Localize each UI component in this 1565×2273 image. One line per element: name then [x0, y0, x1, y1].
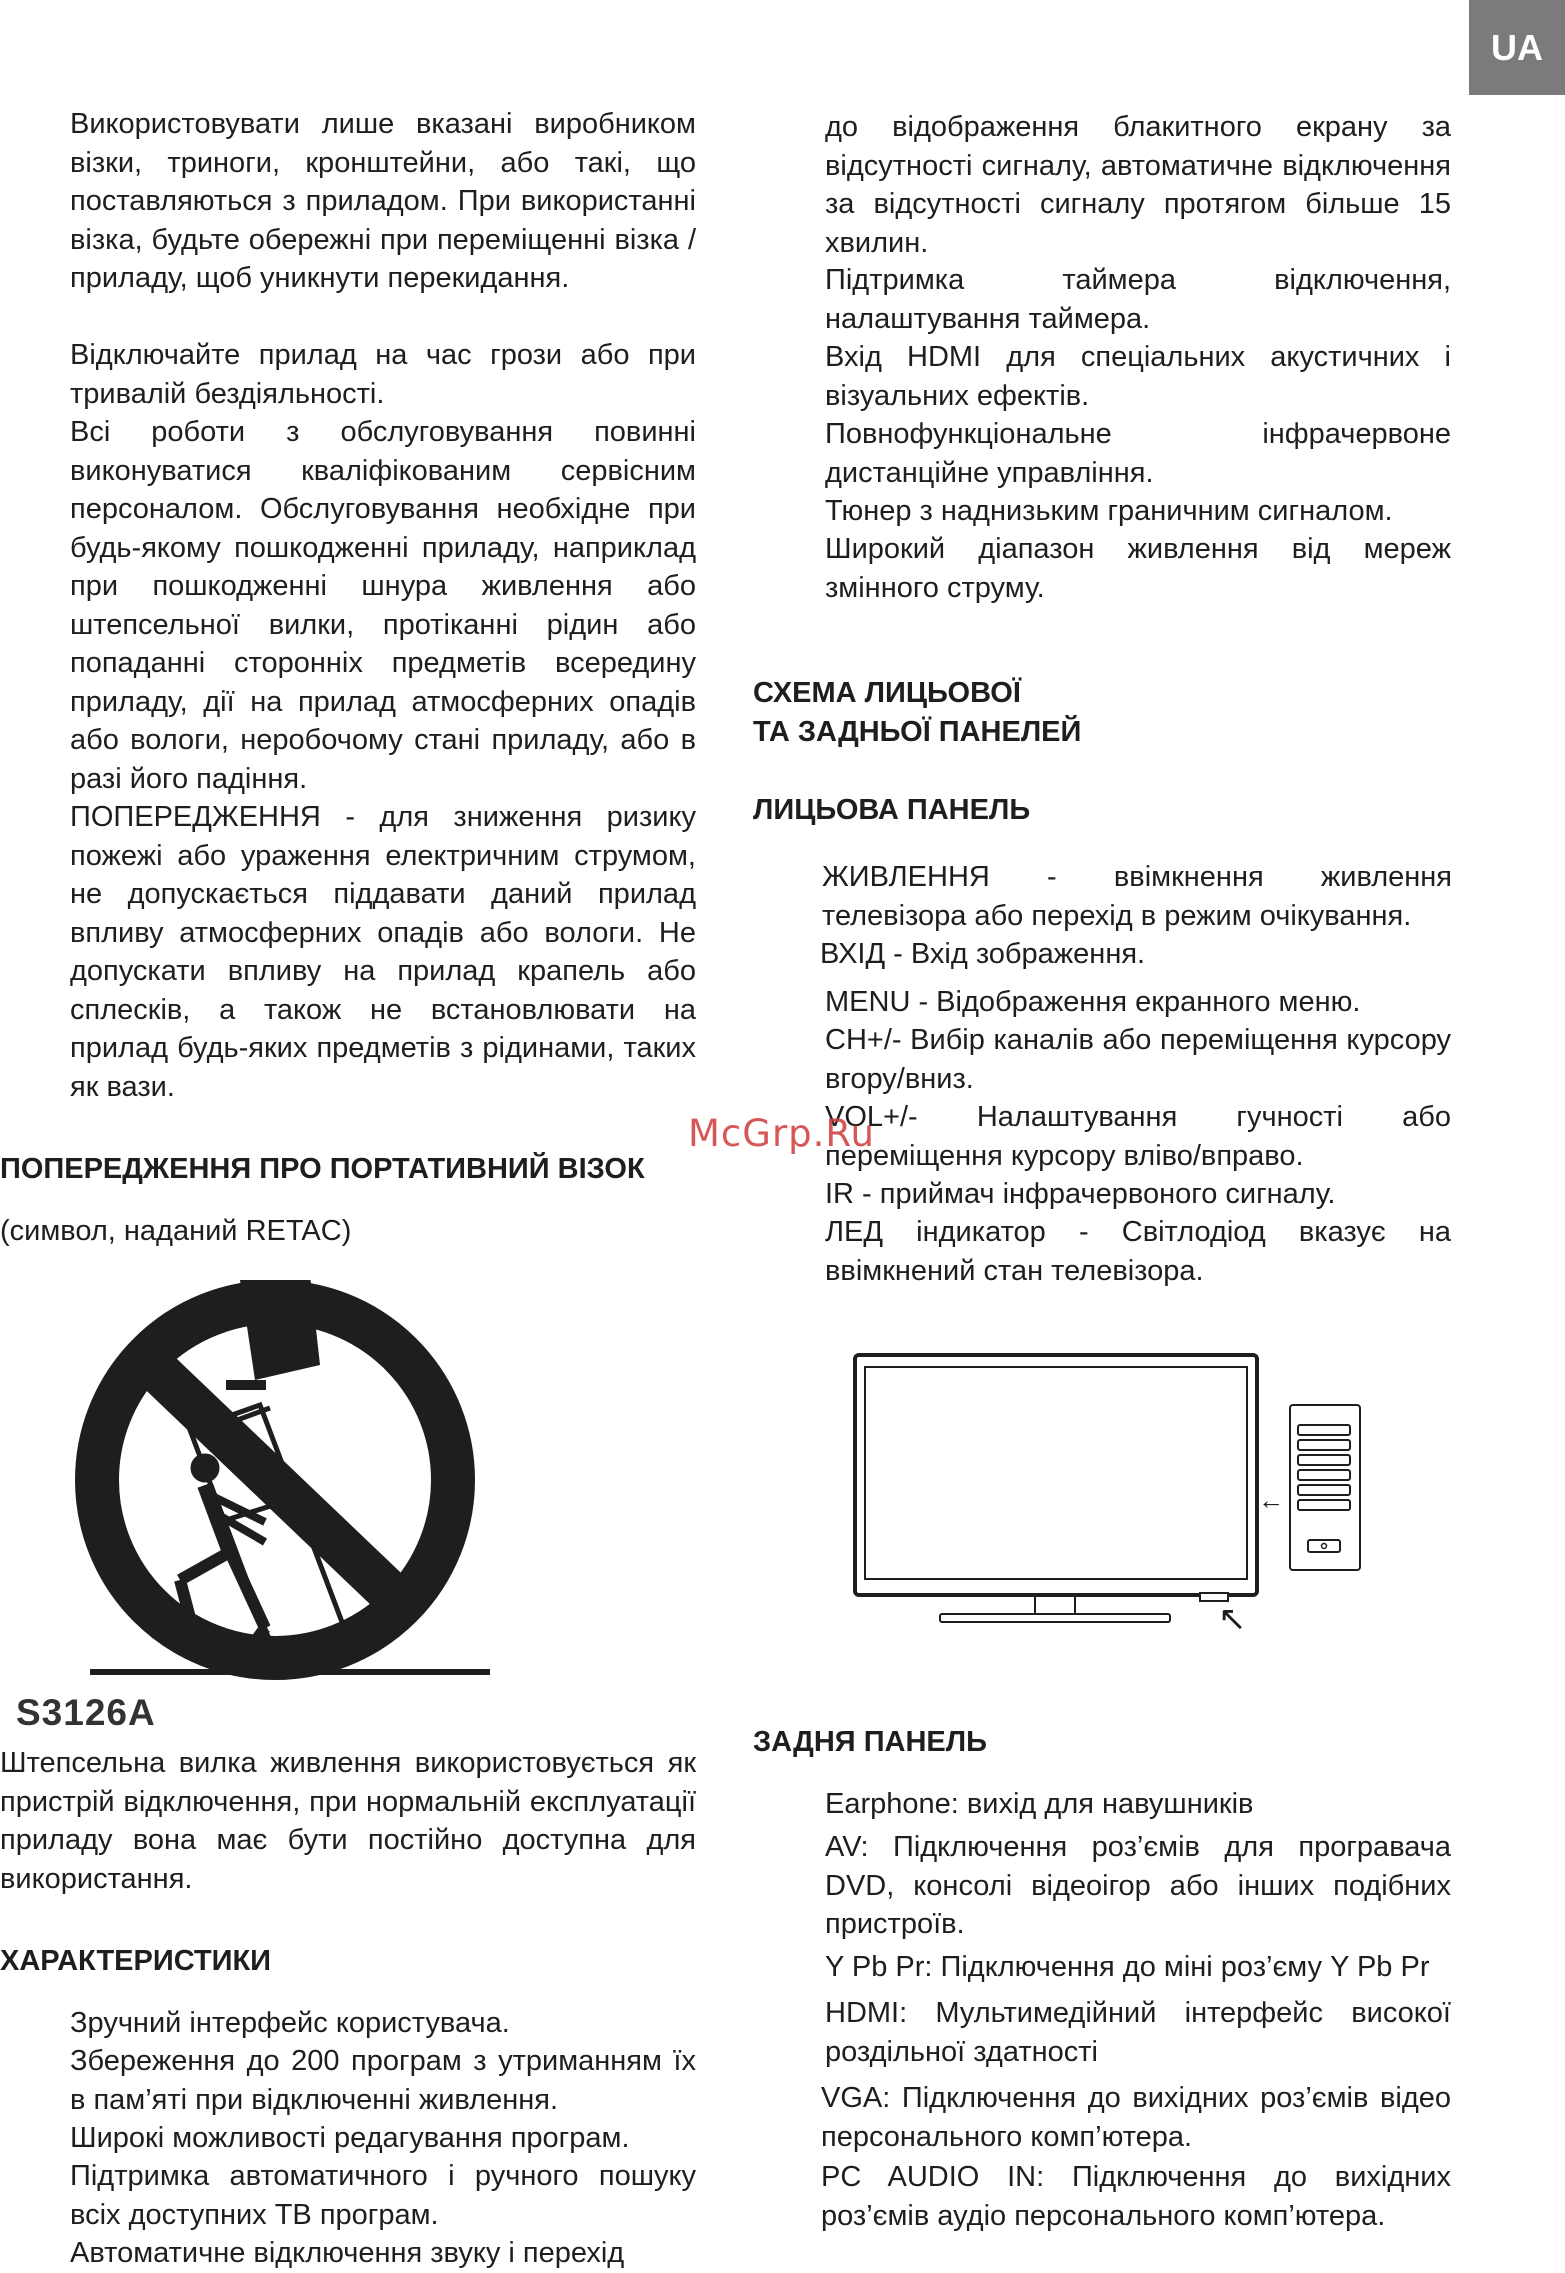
watermark: McGrp.Ru [688, 1112, 875, 1155]
feature-item: Автоматичне відключення звуку і перехід [70, 2237, 625, 2269]
cart-warning-heading: ПОПЕРЕДЖЕННЯ ПРО ПОРТАТИВНИЙ ВІЗОК [0, 1153, 645, 1185]
language-tab: UA [1469, 0, 1565, 95]
scheme-heading-line2: ТА ЗАДНЬОЇ ПАНЕЛЕЙ [753, 716, 1082, 748]
rear-panel-item-pc-audio: PC AUDIO IN: Підключення до вихідних роз’ємів аудіо персонального комп’ютера. [821, 2161, 1451, 2232]
rear-panel-item-av: AV: Підключення роз’ємів для програвача DVD, консолі відеоігор або інших подібних пристроїв. [825, 1831, 1451, 1940]
rear-panel-item-earphone: Earphone: вихід для навушників [825, 1788, 1254, 1820]
ir-sensor-arrow: ↖ [1218, 1600, 1247, 1638]
front-panel-item-volume: VOL+/- Налаштування гучності або переміщення курсору вліво/вправо. [825, 1101, 1451, 1172]
safety-paragraph-storm: Відключайте прилад на час грози або при тривалій бездіяльності. [70, 339, 696, 410]
feature-item-continued: до відображення блакитного екрану за відсутності сигналу, автоматичне відключення за відсутності сигналу протягом більше 15 хвилин. [825, 111, 1451, 259]
rear-panel-item-ypbpr: Y Pb Pr: Підключення до міні роз’єму Y Pb Pr [825, 1951, 1430, 1983]
front-panel-item-ir: IR - приймач інфрачервоного сигналу. [825, 1178, 1336, 1210]
rear-panel-heading: ЗАДНЯ ПАНЕЛЬ [753, 1726, 987, 1758]
safety-paragraph-service: Всі роботи з обслуговування повинні виконуватися кваліфікованим сервісним персоналом. Обслуговування необхідне при будь-якому пошкодженні приладу, наприклад при пошкодженні шнура живлення або штепсельної вилки, протіканні рідин або попаданні сторонніх предметів всередину приладу, дії на прилад атмосферних опадів або вологи, неробочому стані приладу, або в разі його падіння. [70, 416, 696, 795]
front-panel-item-channel: CH+/- Вибір каналів або переміщення курсору вгору/вниз. [825, 1024, 1451, 1095]
tv-front-panel-diagram [840, 1345, 1370, 1645]
features-heading: ХАРАКТЕРИСТИКИ [0, 1945, 272, 1977]
feature-item-continued: Тюнер з наднизьким граничним сигналом. [825, 495, 1393, 527]
plug-note: Штепсельна вилка живлення використовується як пристрій відключення, при нормальній експлуатації приладу вона має бути постійно доступна для використання. [0, 1747, 696, 1895]
feature-item-continued: Підтримка таймера відключення, налаштування таймера. [825, 264, 1451, 335]
feature-item-continued: Вхід HDMI для спеціальних акустичних і візуальних ефектів. [825, 341, 1451, 412]
rear-panel-item-vga: VGA: Підключення до вихідних роз’ємів відео персонального комп’ютера. [821, 2082, 1451, 2153]
front-panel-item-input: ВХІД - Вхід зображення. [820, 938, 1146, 970]
front-panel-item-led: ЛЕД індикатор - Світлодіод вказує на ввімкнений стан телевізора. [825, 1216, 1451, 1287]
feature-item: Зручний інтерфейс користувача. [70, 2007, 510, 2039]
feature-item: Збереження до 200 програм з утриманням їх в пам’яті при відключенні живлення. [70, 2045, 696, 2116]
front-panel-heading: ЛИЦЬОВА ПАНЕЛЬ [753, 794, 1031, 826]
portable-cart-warning-icon [60, 1280, 490, 1690]
safety-paragraph-warning: ПОПЕРЕДЖЕННЯ - для зниження ризику пожежі або ураження електричним струмом, не допускається піддавати даний прилад впливу атмосферних опадів або вологи. Не допускати впливу на прилад крапель або сплесків, а також не встановлювати на прилад будь-яких предметів з рідинами, таких як вази. [70, 801, 696, 1103]
safety-paragraph-cart: Використовувати лише вказані виробником візки, триноги, кронштейни, або такі, що поставляються з приладом. При використанні візка, будьте обережні при переміщенні візка / приладу, щоб уникнути перекидання. [70, 108, 696, 294]
front-panel-item-menu: MENU - Відображення екранного меню. [825, 986, 1361, 1018]
feature-item-continued: Повнофункціональне інфрачервоне дистанційне управління. [825, 418, 1451, 489]
symbol-note: (символ, наданий RETAC) [0, 1215, 352, 1247]
feature-item-continued: Широкий діапазон живлення від мереж змінного струму. [825, 533, 1451, 604]
side-panel-arrow: ← [1258, 1485, 1284, 1515]
feature-item: Широкі можливості редагування програм. [70, 2122, 630, 2154]
rear-panel-item-hdmi: HDMI: Мультимедійний інтерфейс високої роздільної здатності [825, 1997, 1451, 2068]
feature-item: Підтримка автоматичного і ручного пошуку всіх доступних ТВ програм. [70, 2160, 696, 2231]
front-panel-item-power: ЖИВЛЕННЯ - ввімкнення живлення телевізора або перехід в режим очікування. [822, 861, 1452, 932]
symbol-code: S3126A [16, 1692, 156, 1733]
scheme-heading-line1: СХЕМА ЛИЦЬОВОЇ [753, 677, 1021, 709]
